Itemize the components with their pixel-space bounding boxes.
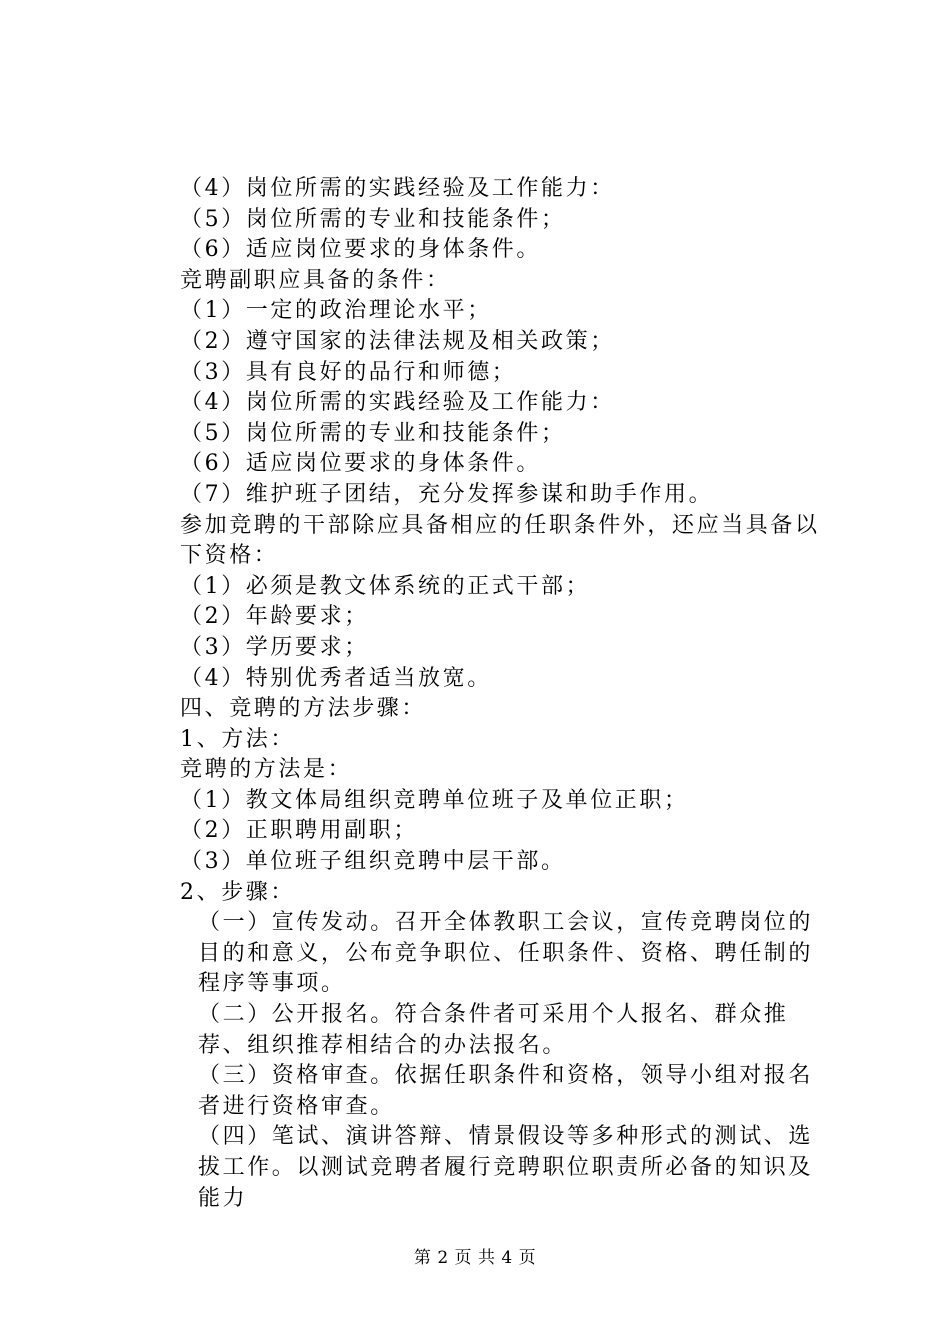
text-line: （1）一定的政治理论水平； [180, 298, 492, 324]
document-body [128, 174, 834, 1214]
text-line: （2）年龄要求； [180, 604, 369, 630]
text-line: 竞聘的方法是： [180, 757, 353, 783]
text-line: （6）适应岗位要求的身体条件。 [180, 237, 541, 263]
text-line: （5）岗位所需的专业和技能条件； [180, 420, 566, 446]
text-line: （一）宣传发动。召开全体教职工会议，宣传竞聘岗位的目的和意义，公布竞争职位、任职条件、资格、聘任制的程序等事项。 [198, 910, 814, 997]
text-line: 四、竞聘的方法步骤： [180, 696, 427, 722]
text-line: （3）具有良好的品行和师德； [180, 359, 517, 385]
text-line: 1、方法： [180, 726, 295, 752]
text-line: （6）适应岗位要求的身体条件。 [180, 451, 541, 477]
text-line: （5）岗位所需的专业和技能条件； [180, 206, 566, 232]
text-line: （4）岗位所需的实践经验及工作能力： [180, 390, 615, 416]
text-line: （4）岗位所需的实践经验及工作能力： [180, 176, 615, 201]
text-line: （四）笔试、演讲答辩、情景假设等多种形式的测试、选拔工作。以测试竞聘者履行竞聘职位职责所必备的知识及能力 [198, 1124, 814, 1211]
text-line: （1）教文体局组织竞聘单位班子及单位正职； [180, 787, 689, 813]
text-line: （3）学历要求； [180, 634, 369, 660]
text-line: （2）遵守国家的法律法规及相关政策； [180, 328, 615, 354]
text-line: （三）资格审查。依据任职条件和资格，领导小组对报名者进行资格审查。 [198, 1063, 814, 1119]
page-footer: 第 2 页 共 4 页 [413, 1248, 537, 1268]
text-line: （1）必须是教文体系统的正式干部； [180, 573, 591, 599]
text-line: 2、步骤： [180, 879, 295, 905]
text-line: 竞聘副职应具备的条件： [180, 267, 451, 293]
text-line: （3）单位班子组织竞聘中层干部。 [180, 849, 566, 875]
text-line: 参加竞聘的干部除应具备相应的任职条件外，还应当具备以下资格： [180, 512, 820, 569]
text-line: （4）特别优秀者适当放宽。 [180, 665, 492, 691]
text-line: （2）正职聘用副职； [180, 818, 418, 844]
text-line: （二）公开报名。符合条件者可采用个人报名、群众推荐、组织推荐相结合的办法报名。 [198, 1002, 789, 1058]
text-line: （7）维护班子团结，充分发挥参谋和助手作用。 [180, 481, 714, 507]
